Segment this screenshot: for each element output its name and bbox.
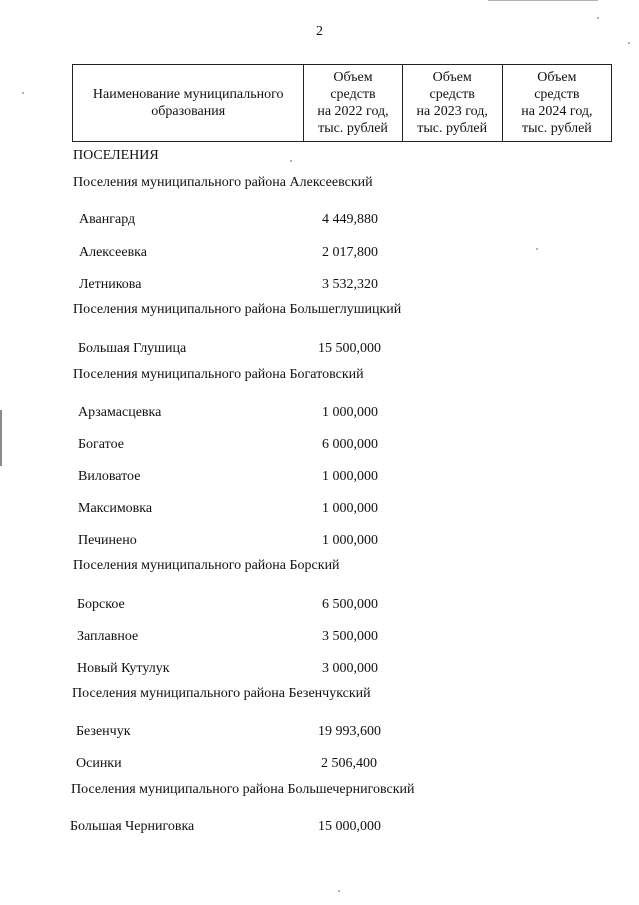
scan-edge-mark [0,410,2,466]
header-table [72,64,612,142]
header-line: средств [429,87,475,102]
amount-2022: 1 000,000 [322,533,378,548]
settlement-name: Авангард [79,212,136,227]
group-title: Поселения муниципального района Богатовский [73,367,364,382]
header-line: на 2024 год, [521,104,593,119]
header-cell-2024 [502,65,611,142]
header-line: на 2022 год, [317,104,389,119]
amount-2022: 1 000,000 [322,405,378,420]
scan-speck [536,248,538,250]
group-title: Поселения муниципального района Борский [73,558,340,573]
amount-2022: 2 017,800 [322,245,378,260]
settlement-name: Алексеевка [79,245,147,260]
scan-speck [597,17,599,19]
amount-2022: 3 532,320 [322,277,378,292]
header-line: Объем [537,70,577,85]
amount-2022: 2 506,400 [321,756,377,771]
amount-2022: 1 000,000 [322,501,378,516]
amount-2022: 3 000,000 [322,661,378,676]
amount-2022: 6 000,000 [322,437,378,452]
group-title: Поселения муниципального района Большечерниговский [71,782,415,797]
settlement-name: Максимовка [78,501,153,516]
scan-speck [22,92,24,94]
header-line: образования [151,104,226,119]
page-number: 2 [316,24,323,39]
scan-speck [338,890,340,892]
amount-2022: 15 000,000 [318,819,381,834]
settlement-name: Осинки [76,756,122,771]
header-line: Объем [432,70,472,85]
header-cell-2023 [402,65,502,142]
header-line: тыс. рублей [521,121,592,136]
settlement-name: Арзамасцевка [78,405,162,420]
group-title: Поселения муниципального района Безенчукский [72,686,371,701]
scan-edge-mark [488,0,598,1]
settlement-name: Большая Глушица [78,341,187,356]
header-line: тыс. рублей [318,121,388,136]
header-line: средств [330,87,376,102]
settlement-name: Борское [77,597,125,612]
amount-2022: 15 500,000 [318,341,381,356]
header-line: тыс. рублей [417,121,488,136]
settlement-name: Безенчук [76,724,131,739]
header-cell-2022 [304,65,402,142]
header-cell-municipality [73,65,304,142]
settlement-name: Новый Кутулук [77,661,170,676]
settlement-name: Печинено [78,533,137,548]
settlement-name: Летникова [79,277,142,292]
header-line: Наименование муниципального [92,87,284,102]
header-line: Объем [333,70,373,85]
settlement-name: Виловатое [78,469,141,484]
settlement-name: Богатое [78,437,124,452]
scan-speck [290,160,292,162]
amount-2022: 4 449,880 [322,212,378,227]
amount-2022: 19 993,600 [318,724,381,739]
group-title: Поселения муниципального района Большеглушицкий [73,302,402,317]
section-title: ПОСЕЛЕНИЯ [73,148,159,163]
group-title: Поселения муниципального района Алексеевский [73,175,373,190]
amount-2022: 6 500,000 [322,597,378,612]
amount-2022: 1 000,000 [322,469,378,484]
amount-2022: 3 500,000 [322,629,378,644]
scan-speck [628,42,630,44]
header-line: на 2023 год, [416,104,488,119]
settlement-name: Заплавное [77,629,139,644]
header-line: средств [534,87,580,102]
settlement-name: Большая Черниговка [70,819,195,834]
